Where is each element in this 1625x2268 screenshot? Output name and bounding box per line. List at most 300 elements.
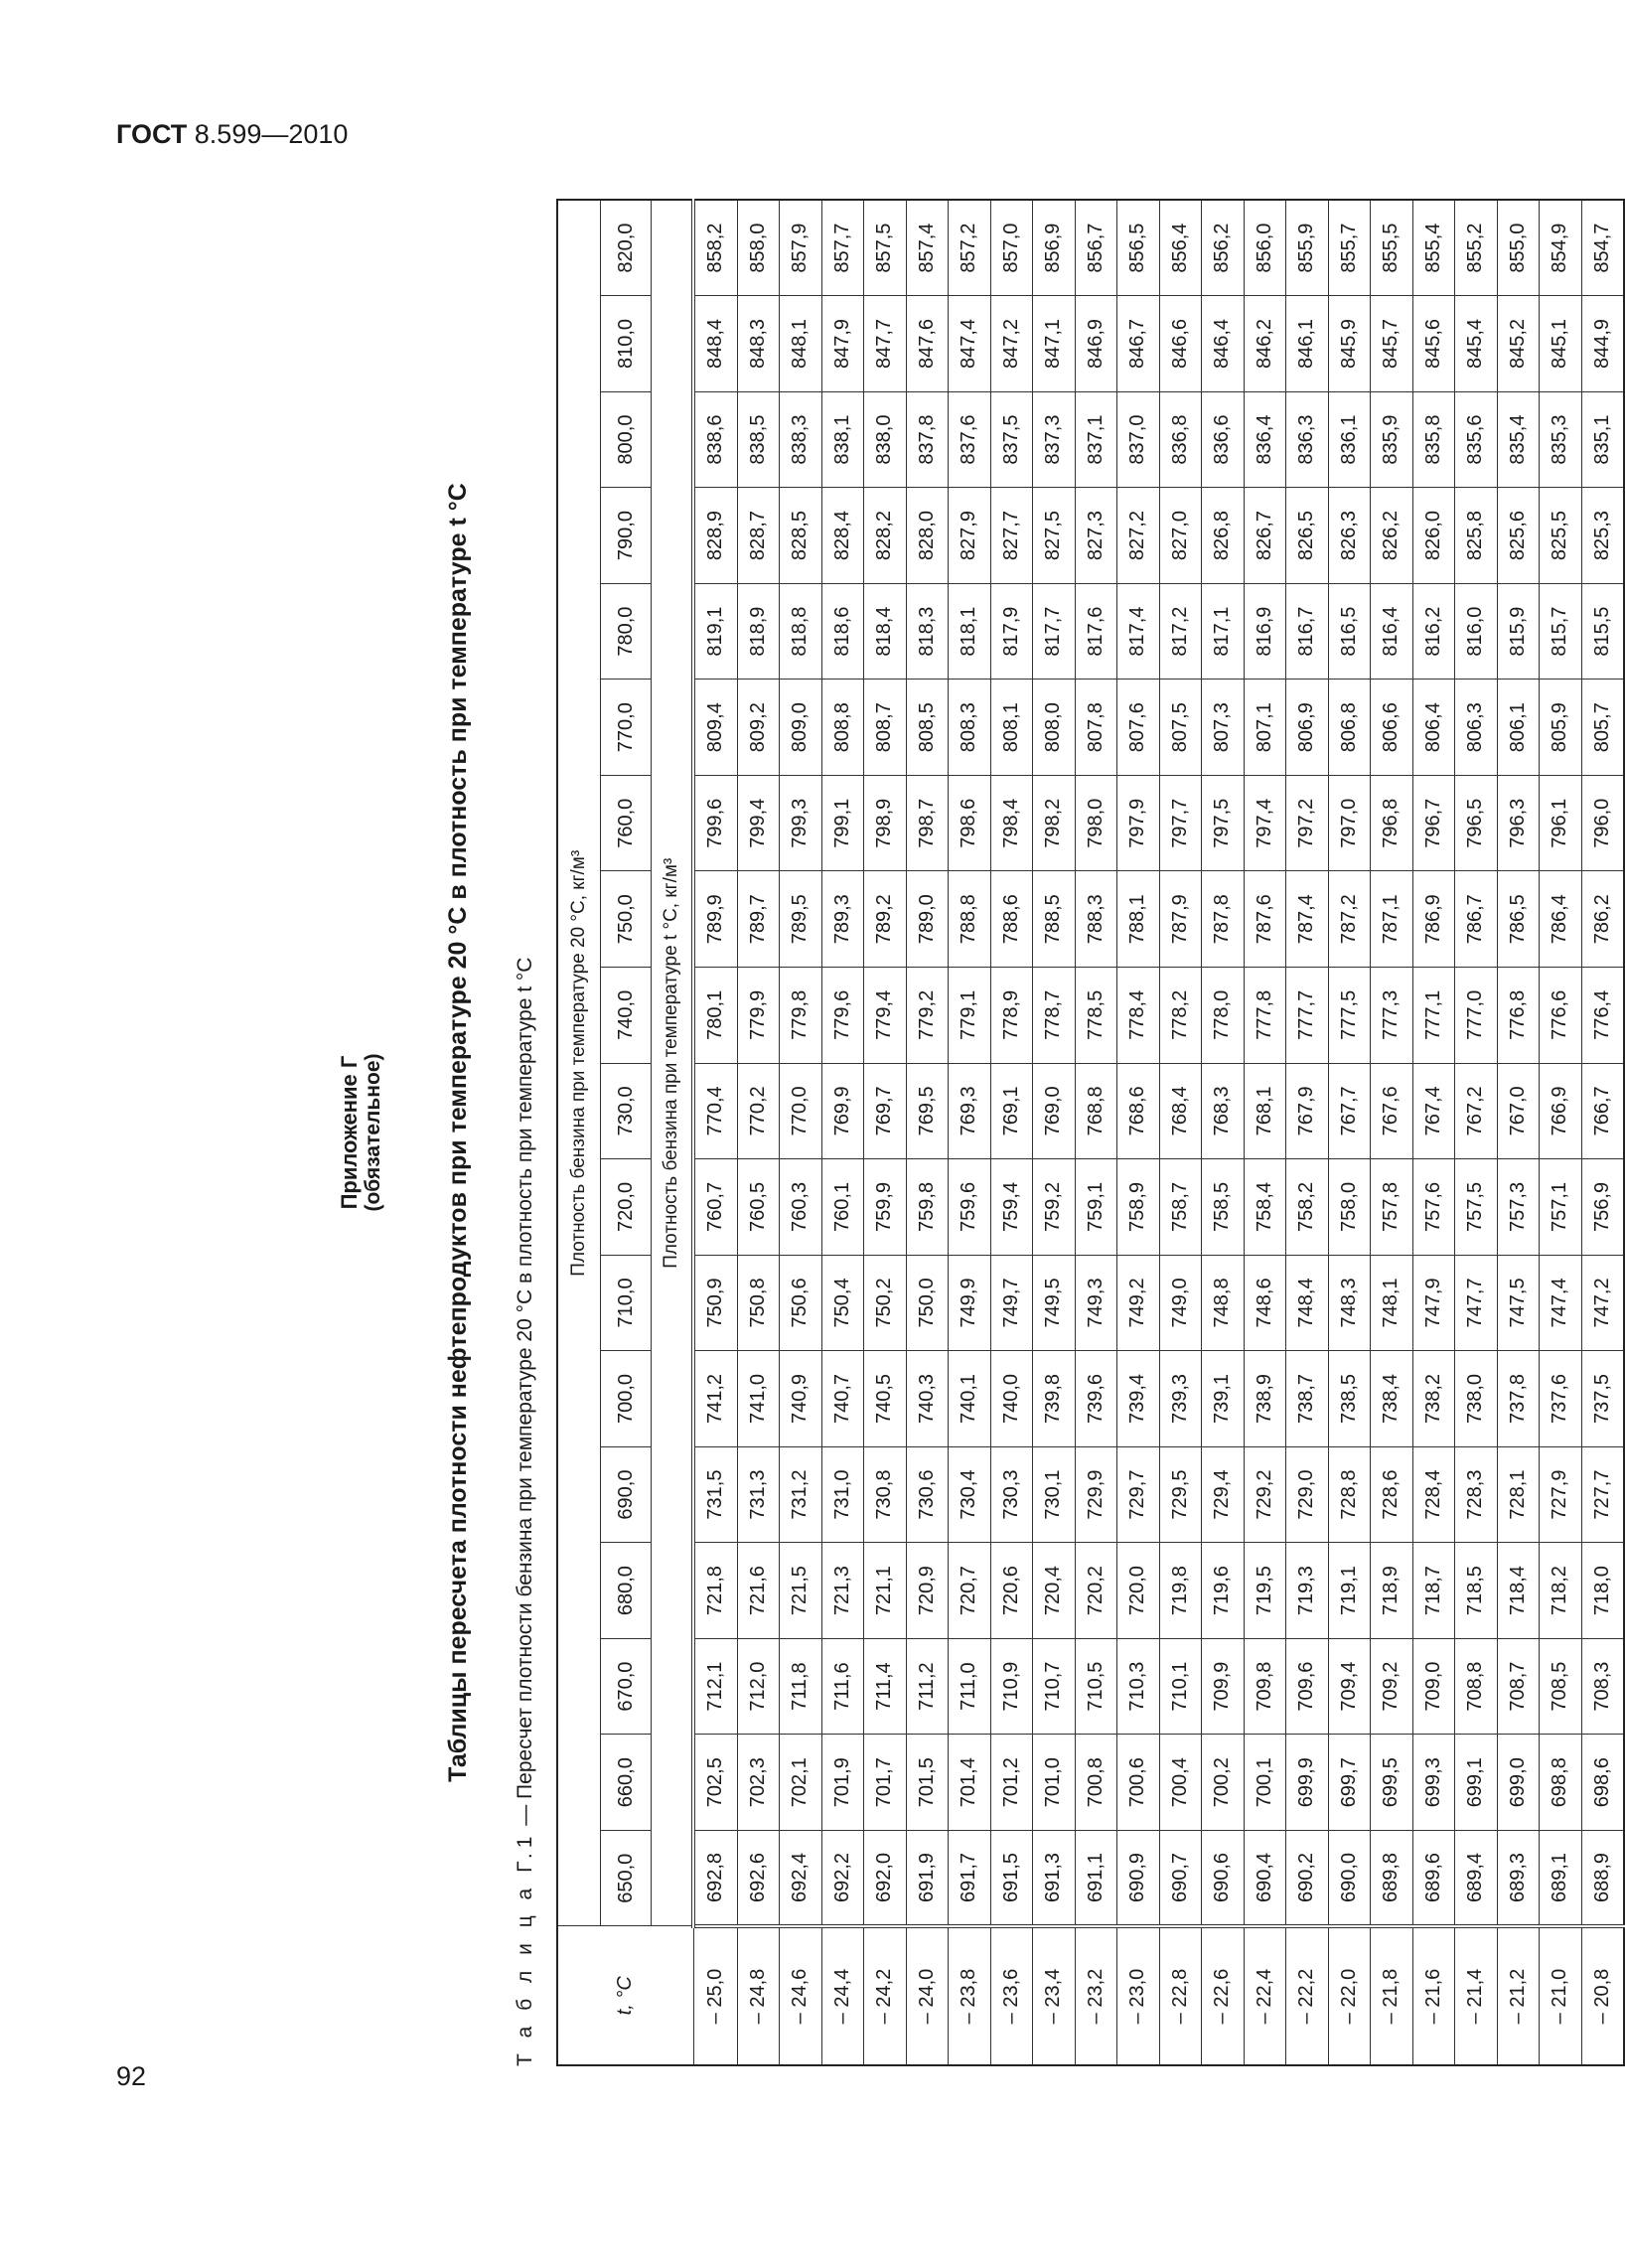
density-cell: 799,1	[821, 775, 864, 871]
density-cell: 857,9	[780, 200, 822, 296]
density-cell: 857,4	[906, 200, 949, 296]
density-cell: 848,4	[693, 296, 737, 392]
density-cell: 759,2	[1033, 1159, 1076, 1256]
density-cell: 778,7	[1033, 968, 1076, 1064]
density-cell: 768,3	[1202, 1063, 1245, 1159]
density-cell: 758,0	[1328, 1159, 1371, 1256]
density-cell: 720,9	[906, 1543, 949, 1639]
density-cell: 748,4	[1286, 1255, 1329, 1351]
density-cell: 749,7	[990, 1255, 1033, 1351]
density-cell: 690,4	[1244, 1830, 1286, 1926]
density-cell: 787,6	[1244, 871, 1286, 968]
density-cell: 689,1	[1540, 1830, 1582, 1926]
density-cell: 808,3	[949, 680, 991, 776]
density-cell: 845,7	[1371, 296, 1413, 392]
column-header: 700,0	[601, 1351, 652, 1447]
rotated-content	[337, 199, 1613, 2066]
density-cell: 728,1	[1497, 1446, 1540, 1543]
density-cell: 779,6	[821, 968, 864, 1064]
density-cell: 691,9	[906, 1830, 949, 1926]
density-cell: 799,3	[780, 775, 822, 871]
density-cell: 729,0	[1286, 1446, 1329, 1543]
density-cell: 708,5	[1540, 1638, 1582, 1735]
density-cell: 729,7	[1117, 1446, 1160, 1543]
density-cell: 701,9	[821, 1735, 864, 1831]
density-cell: 838,0	[864, 391, 907, 488]
density-cell: 777,0	[1455, 968, 1498, 1064]
density-cell: 846,2	[1244, 296, 1286, 392]
density-cell: 768,4	[1159, 1063, 1202, 1159]
density-cell: 740,0	[990, 1351, 1033, 1447]
density-cell: 701,0	[1033, 1735, 1076, 1831]
density-cell: 740,7	[821, 1351, 864, 1447]
temperature-cell: – 24,6	[780, 1926, 822, 2065]
density-cell: 747,4	[1540, 1255, 1582, 1351]
density-cell: 731,0	[821, 1446, 864, 1543]
density-cell: 712,0	[737, 1638, 780, 1735]
density-cell: 718,7	[1412, 1543, 1455, 1639]
density-cell: 817,7	[1033, 583, 1076, 680]
density-cell: 826,3	[1328, 488, 1371, 584]
density-cell: 779,2	[906, 968, 949, 1064]
table-row	[864, 200, 907, 2065]
density-cell: 691,7	[949, 1830, 991, 1926]
density-cell: 741,2	[693, 1351, 737, 1447]
density-cell: 847,9	[821, 296, 864, 392]
density-cell: 857,5	[864, 200, 907, 296]
temperature-cell: – 23,8	[949, 1926, 991, 2065]
density-cell: 749,2	[1117, 1255, 1160, 1351]
column-header: 800,0	[601, 391, 652, 488]
density-cell: 711,6	[821, 1638, 864, 1735]
density-cell: 786,5	[1497, 871, 1540, 968]
temperature-cell: – 22,2	[1286, 1926, 1329, 2065]
table-row	[737, 200, 780, 2065]
density-cell: 758,7	[1159, 1159, 1202, 1256]
table-row	[821, 200, 864, 2065]
density-cell: 711,8	[780, 1638, 822, 1735]
density-cell: 825,8	[1455, 488, 1498, 584]
temperature-cell: – 24,4	[821, 1926, 864, 2065]
density-cell: 816,4	[1371, 583, 1413, 680]
density-cell: 806,3	[1455, 680, 1498, 776]
density-cell: 738,2	[1412, 1351, 1455, 1447]
density-cell: 816,9	[1244, 583, 1286, 680]
density-cell: 750,4	[821, 1255, 864, 1351]
density-cell: 730,6	[906, 1446, 949, 1543]
density-cell: 777,7	[1286, 968, 1329, 1064]
density-cell: 740,1	[949, 1351, 991, 1447]
density-cell: 728,6	[1371, 1446, 1413, 1543]
density-cell: 827,9	[949, 488, 991, 584]
density-cell: 721,6	[737, 1543, 780, 1639]
density-cell: 690,2	[1286, 1830, 1329, 1926]
density-cell: 749,9	[949, 1255, 991, 1351]
table-row	[1581, 200, 1624, 2065]
density-cell: 788,3	[1075, 871, 1117, 968]
density-cell: 709,6	[1286, 1638, 1329, 1735]
density-cell: 818,6	[821, 583, 864, 680]
density-cell: 766,9	[1540, 1063, 1582, 1159]
density-cell: 738,5	[1328, 1351, 1371, 1447]
temperature-cell: – 23,6	[990, 1926, 1033, 2065]
density-cell: 719,3	[1286, 1543, 1329, 1639]
density-cell: 709,2	[1371, 1638, 1413, 1735]
density-cell: 796,3	[1497, 775, 1540, 871]
density-cell: 807,6	[1117, 680, 1160, 776]
density-cell: 769,5	[906, 1063, 949, 1159]
density-cell: 700,2	[1202, 1735, 1245, 1831]
density-cell: 757,3	[1497, 1159, 1540, 1256]
column-header: 740,0	[601, 968, 652, 1064]
density-cell: 690,6	[1202, 1830, 1245, 1926]
group-header-20c: Плотность бензина при температуре 20 °С, кг/м³	[557, 200, 601, 1926]
density-cell: 828,5	[780, 488, 822, 584]
density-cell: 721,3	[821, 1543, 864, 1639]
density-cell: 837,8	[906, 391, 949, 488]
density-cell: 847,7	[864, 296, 907, 392]
density-cell: 827,0	[1159, 488, 1202, 584]
density-cell: 827,2	[1117, 488, 1160, 584]
density-cell: 699,1	[1455, 1735, 1498, 1831]
density-cell: 828,4	[821, 488, 864, 584]
temperature-cell: – 22,8	[1159, 1926, 1202, 2065]
gost-number: 8.599—2010	[187, 119, 349, 149]
density-cell: 710,7	[1033, 1638, 1076, 1735]
density-cell: 856,4	[1159, 200, 1202, 296]
column-header: 680,0	[601, 1543, 652, 1639]
density-cell: 767,6	[1371, 1063, 1413, 1159]
density-cell: 710,5	[1075, 1638, 1117, 1735]
density-cell: 827,3	[1075, 488, 1117, 584]
density-cell: 837,5	[990, 391, 1033, 488]
density-cell: 847,2	[990, 296, 1033, 392]
table-caption-text: — Пересчет плотности бензина при температуре 20 °С в плотность при температуре t °С	[514, 957, 536, 1832]
density-cell: 718,5	[1455, 1543, 1498, 1639]
density-cell: 709,0	[1412, 1638, 1455, 1735]
column-header: 690,0	[601, 1446, 652, 1543]
density-cell: 809,2	[737, 680, 780, 776]
density-cell: 779,1	[949, 968, 991, 1064]
density-cell: 844,9	[1581, 296, 1624, 392]
density-cell: 827,7	[990, 488, 1033, 584]
density-cell: 858,2	[693, 200, 737, 296]
temperature-cell: – 25,0	[693, 1926, 737, 2065]
density-cell: 711,2	[906, 1638, 949, 1735]
temperature-cell: – 24,2	[864, 1926, 907, 2065]
density-cell: 740,3	[906, 1351, 949, 1447]
density-cell: 806,6	[1371, 680, 1413, 776]
density-cell: 838,3	[780, 391, 822, 488]
density-cell: 846,7	[1117, 296, 1160, 392]
density-cell: 737,5	[1581, 1351, 1624, 1447]
density-cell: 836,8	[1159, 391, 1202, 488]
density-cell: 858,0	[737, 200, 780, 296]
density-cell: 778,5	[1075, 968, 1117, 1064]
density-cell: 855,4	[1412, 200, 1455, 296]
density-cell: 845,9	[1328, 296, 1371, 392]
density-cell: 836,1	[1328, 391, 1371, 488]
density-cell: 690,0	[1328, 1830, 1371, 1926]
density-cell: 728,4	[1412, 1446, 1455, 1543]
density-cell: 787,9	[1159, 871, 1202, 968]
table-row	[1202, 200, 1245, 2065]
table-row	[1328, 200, 1371, 2065]
density-cell: 770,2	[737, 1063, 780, 1159]
density-cell: 835,4	[1497, 391, 1540, 488]
density-cell: 699,9	[1286, 1735, 1329, 1831]
density-cell: 777,3	[1371, 968, 1413, 1064]
density-cell: 825,3	[1581, 488, 1624, 584]
density-cell: 855,5	[1371, 200, 1413, 296]
density-cell: 786,9	[1412, 871, 1455, 968]
density-cell: 835,1	[1581, 391, 1624, 488]
table-row	[1455, 200, 1498, 2065]
density-cell: 747,9	[1412, 1255, 1455, 1351]
column-header: 780,0	[601, 583, 652, 680]
density-cell: 727,7	[1581, 1446, 1624, 1543]
density-cell: 760,1	[821, 1159, 864, 1256]
density-cell: 759,8	[906, 1159, 949, 1256]
table-row	[693, 200, 737, 2065]
table-row	[1117, 200, 1160, 2065]
density-cell: 857,2	[949, 200, 991, 296]
density-cell: 778,4	[1117, 968, 1160, 1064]
density-cell: 796,1	[1540, 775, 1582, 871]
density-cell: 710,3	[1117, 1638, 1160, 1735]
density-cell: 787,8	[1202, 871, 1245, 968]
density-cell: 827,5	[1033, 488, 1076, 584]
density-cell: 777,1	[1412, 968, 1455, 1064]
density-cell: 769,7	[864, 1063, 907, 1159]
density-cell: 711,4	[864, 1638, 907, 1735]
main-title: Таблицы пересчета плотности нефтепродуктов при температуре 20 °С в плотность при температуре t °С	[444, 483, 472, 1782]
density-cell: 797,4	[1244, 775, 1286, 871]
density-cell: 768,8	[1075, 1063, 1117, 1159]
density-cell: 846,1	[1286, 296, 1329, 392]
table-row	[1033, 200, 1076, 2065]
density-cell: 730,1	[1033, 1446, 1076, 1543]
density-cell: 750,0	[906, 1255, 949, 1351]
density-cell: 854,7	[1581, 200, 1624, 296]
density-cell: 720,2	[1075, 1543, 1117, 1639]
density-cell: 817,6	[1075, 583, 1117, 680]
density-cell: 796,0	[1581, 775, 1624, 871]
density-cell: 846,4	[1202, 296, 1245, 392]
density-cell: 730,4	[949, 1446, 991, 1543]
density-cell: 721,8	[693, 1543, 737, 1639]
temperature-cell: – 21,8	[1371, 1926, 1413, 2065]
density-cell: 766,7	[1581, 1063, 1624, 1159]
density-cell: 837,0	[1117, 391, 1160, 488]
density-cell: 788,1	[1117, 871, 1160, 968]
density-cell: 692,6	[737, 1830, 780, 1926]
density-cell: 856,2	[1202, 200, 1245, 296]
density-cell: 709,8	[1244, 1638, 1286, 1735]
density-cell: 806,1	[1497, 680, 1540, 776]
density-cell: 748,3	[1328, 1255, 1371, 1351]
density-cell: 798,6	[949, 775, 991, 871]
density-cell: 739,6	[1075, 1351, 1117, 1447]
density-cell: 731,2	[780, 1446, 822, 1543]
density-cell: 718,0	[1581, 1543, 1624, 1639]
density-cell: 720,6	[990, 1543, 1033, 1639]
density-cell: 855,2	[1455, 200, 1498, 296]
density-cell: 702,5	[693, 1735, 737, 1831]
density-cell: 828,7	[737, 488, 780, 584]
density-cell: 691,5	[990, 1830, 1033, 1926]
density-cell: 809,0	[780, 680, 822, 776]
density-cell: 789,0	[906, 871, 949, 968]
density-cell: 817,4	[1117, 583, 1160, 680]
density-cell: 769,3	[949, 1063, 991, 1159]
density-cell: 857,0	[990, 200, 1033, 296]
density-cell: 719,1	[1328, 1543, 1371, 1639]
appendix-title: Приложение Г	[337, 1055, 362, 1210]
density-cell: 757,6	[1412, 1159, 1455, 1256]
density-cell: 835,9	[1371, 391, 1413, 488]
table-body	[693, 200, 1624, 2065]
temperature-cell: – 21,6	[1412, 1926, 1455, 2065]
density-cell: 787,2	[1328, 871, 1371, 968]
density-cell: 692,0	[864, 1830, 907, 1926]
density-cell: 819,1	[693, 583, 737, 680]
density-cell: 798,7	[906, 775, 949, 871]
density-cell: 836,4	[1244, 391, 1286, 488]
density-cell: 797,2	[1286, 775, 1329, 871]
table-row	[990, 200, 1033, 2065]
density-cell: 815,7	[1540, 583, 1582, 680]
density-cell: 847,1	[1033, 296, 1076, 392]
density-cell: 691,3	[1033, 1830, 1076, 1926]
density-cell: 760,7	[693, 1159, 737, 1256]
density-cell: 815,9	[1497, 583, 1540, 680]
density-cell: 818,3	[906, 583, 949, 680]
density-cell: 789,2	[864, 871, 907, 968]
density-cell: 702,3	[737, 1735, 780, 1831]
density-cell: 835,6	[1455, 391, 1498, 488]
density-cell: 825,6	[1497, 488, 1540, 584]
density-cell: 701,4	[949, 1735, 991, 1831]
density-cell: 750,8	[737, 1255, 780, 1351]
density-cell: 718,4	[1497, 1543, 1540, 1639]
density-cell: 720,7	[949, 1543, 991, 1639]
density-cell: 787,1	[1371, 871, 1413, 968]
density-cell: 799,6	[693, 775, 737, 871]
density-cell: 818,8	[780, 583, 822, 680]
density-cell: 737,8	[1497, 1351, 1540, 1447]
density-cell: 720,0	[1117, 1543, 1160, 1639]
column-header: 660,0	[601, 1735, 652, 1831]
density-cell: 738,0	[1455, 1351, 1498, 1447]
density-cell: 738,4	[1371, 1351, 1413, 1447]
density-cell: 799,4	[737, 775, 780, 871]
density-cell: 747,7	[1455, 1255, 1498, 1351]
density-cell: 728,3	[1455, 1446, 1498, 1543]
density-cell: 689,8	[1371, 1830, 1413, 1926]
density-cell: 749,5	[1033, 1255, 1076, 1351]
density-cell: 737,6	[1540, 1351, 1582, 1447]
density-cell: 816,2	[1412, 583, 1455, 680]
density-cell: 856,5	[1117, 200, 1160, 296]
density-cell: 731,5	[693, 1446, 737, 1543]
density-cell: 805,7	[1581, 680, 1624, 776]
density-cell: 808,5	[906, 680, 949, 776]
density-cell: 846,6	[1159, 296, 1202, 392]
density-cell: 759,1	[1075, 1159, 1117, 1256]
density-cell: 807,1	[1244, 680, 1286, 776]
density-cell: 778,0	[1202, 968, 1245, 1064]
density-cell: 769,0	[1033, 1063, 1076, 1159]
density-cell: 718,9	[1371, 1543, 1413, 1639]
temperature-cell: – 22,6	[1202, 1926, 1245, 2065]
density-cell: 779,4	[864, 968, 907, 1064]
density-cell: 788,6	[990, 871, 1033, 968]
table-row	[1244, 200, 1286, 2065]
density-cell: 846,9	[1075, 296, 1117, 392]
density-cell: 778,9	[990, 968, 1033, 1064]
density-cell: 826,7	[1244, 488, 1286, 584]
density-cell: 856,9	[1033, 200, 1076, 296]
density-cell: 767,2	[1455, 1063, 1498, 1159]
density-cell: 797,5	[1202, 775, 1245, 871]
density-cell: 699,3	[1412, 1735, 1455, 1831]
density-cell: 809,4	[693, 680, 737, 776]
density-cell: 758,4	[1244, 1159, 1286, 1256]
density-cell: 798,0	[1075, 775, 1117, 871]
table-row	[1371, 200, 1413, 2065]
density-cell: 729,2	[1244, 1446, 1286, 1543]
density-cell: 847,4	[949, 296, 991, 392]
density-cell: 818,9	[737, 583, 780, 680]
density-cell: 698,8	[1540, 1735, 1582, 1831]
density-cell: 711,0	[949, 1638, 991, 1735]
density-cell: 740,5	[864, 1351, 907, 1447]
density-cell: 786,2	[1581, 871, 1624, 968]
density-cell: 798,4	[990, 775, 1033, 871]
density-cell: 855,9	[1286, 200, 1329, 296]
density-cell: 835,3	[1540, 391, 1582, 488]
density-cell: 836,6	[1202, 391, 1245, 488]
density-cell: 778,2	[1159, 968, 1202, 1064]
column-header: 730,0	[601, 1063, 652, 1159]
density-cell: 749,0	[1159, 1255, 1202, 1351]
table-caption	[513, 199, 538, 2066]
temperature-cell: – 21,2	[1497, 1926, 1540, 2065]
density-cell: 702,1	[780, 1735, 822, 1831]
density-cell: 769,9	[821, 1063, 864, 1159]
density-cell: 700,4	[1159, 1735, 1202, 1831]
density-cell: 796,5	[1455, 775, 1498, 871]
density-cell: 837,6	[949, 391, 991, 488]
density-cell: 818,4	[864, 583, 907, 680]
temperature-cell: – 23,4	[1033, 1926, 1076, 2065]
density-cell: 692,8	[693, 1830, 737, 1926]
density-cell: 856,7	[1075, 200, 1117, 296]
density-cell: 739,4	[1117, 1351, 1160, 1447]
density-cell: 769,1	[990, 1063, 1033, 1159]
density-cell: 748,1	[1371, 1255, 1413, 1351]
density-cell: 730,3	[990, 1446, 1033, 1543]
temperature-cell: – 23,0	[1117, 1926, 1160, 2065]
density-cell: 708,7	[1497, 1638, 1540, 1735]
density-cell: 796,7	[1412, 775, 1455, 871]
density-cell: 836,3	[1286, 391, 1329, 488]
temperature-cell: – 20,8	[1581, 1926, 1624, 2065]
density-cell: 729,5	[1159, 1446, 1202, 1543]
density-cell: 739,3	[1159, 1351, 1202, 1447]
density-cell: 691,1	[1075, 1830, 1117, 1926]
